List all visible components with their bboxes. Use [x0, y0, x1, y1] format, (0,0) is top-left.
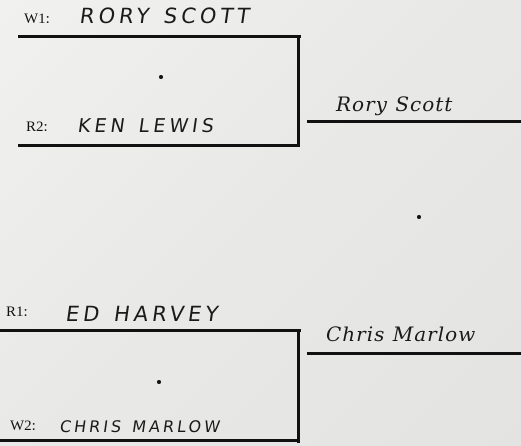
seed-label-r1: R1:	[6, 304, 28, 320]
match-1-center-dot	[159, 75, 163, 79]
round-2-top-line	[307, 120, 521, 123]
round-2-top-player: Rory Scott	[336, 92, 454, 116]
seed-label-r2: R2:	[26, 119, 48, 135]
match-1-bottom-line	[18, 144, 300, 147]
round-2-center-dot	[417, 215, 421, 219]
match-2-bottom-line	[0, 439, 300, 442]
seed-label-w1: W1:	[24, 11, 50, 27]
match-1-top-player: RORY SCOTT	[78, 4, 256, 28]
match-1-connector	[297, 35, 300, 147]
match-2-top-player: ED HARVEY	[64, 302, 224, 326]
match-2-top-line	[0, 329, 301, 332]
match-2-connector	[297, 331, 300, 443]
round-2-bottom-player: Chris Marlow	[326, 322, 477, 346]
match-2-bottom-player: CHRIS MARLOW	[58, 417, 225, 436]
seed-label-w2: W2:	[10, 418, 36, 434]
match-1-top-line	[18, 35, 301, 38]
match-1-bottom-player: KEN LEWIS	[76, 115, 220, 137]
match-2-center-dot	[157, 380, 161, 384]
round-2-bottom-line	[307, 352, 521, 355]
